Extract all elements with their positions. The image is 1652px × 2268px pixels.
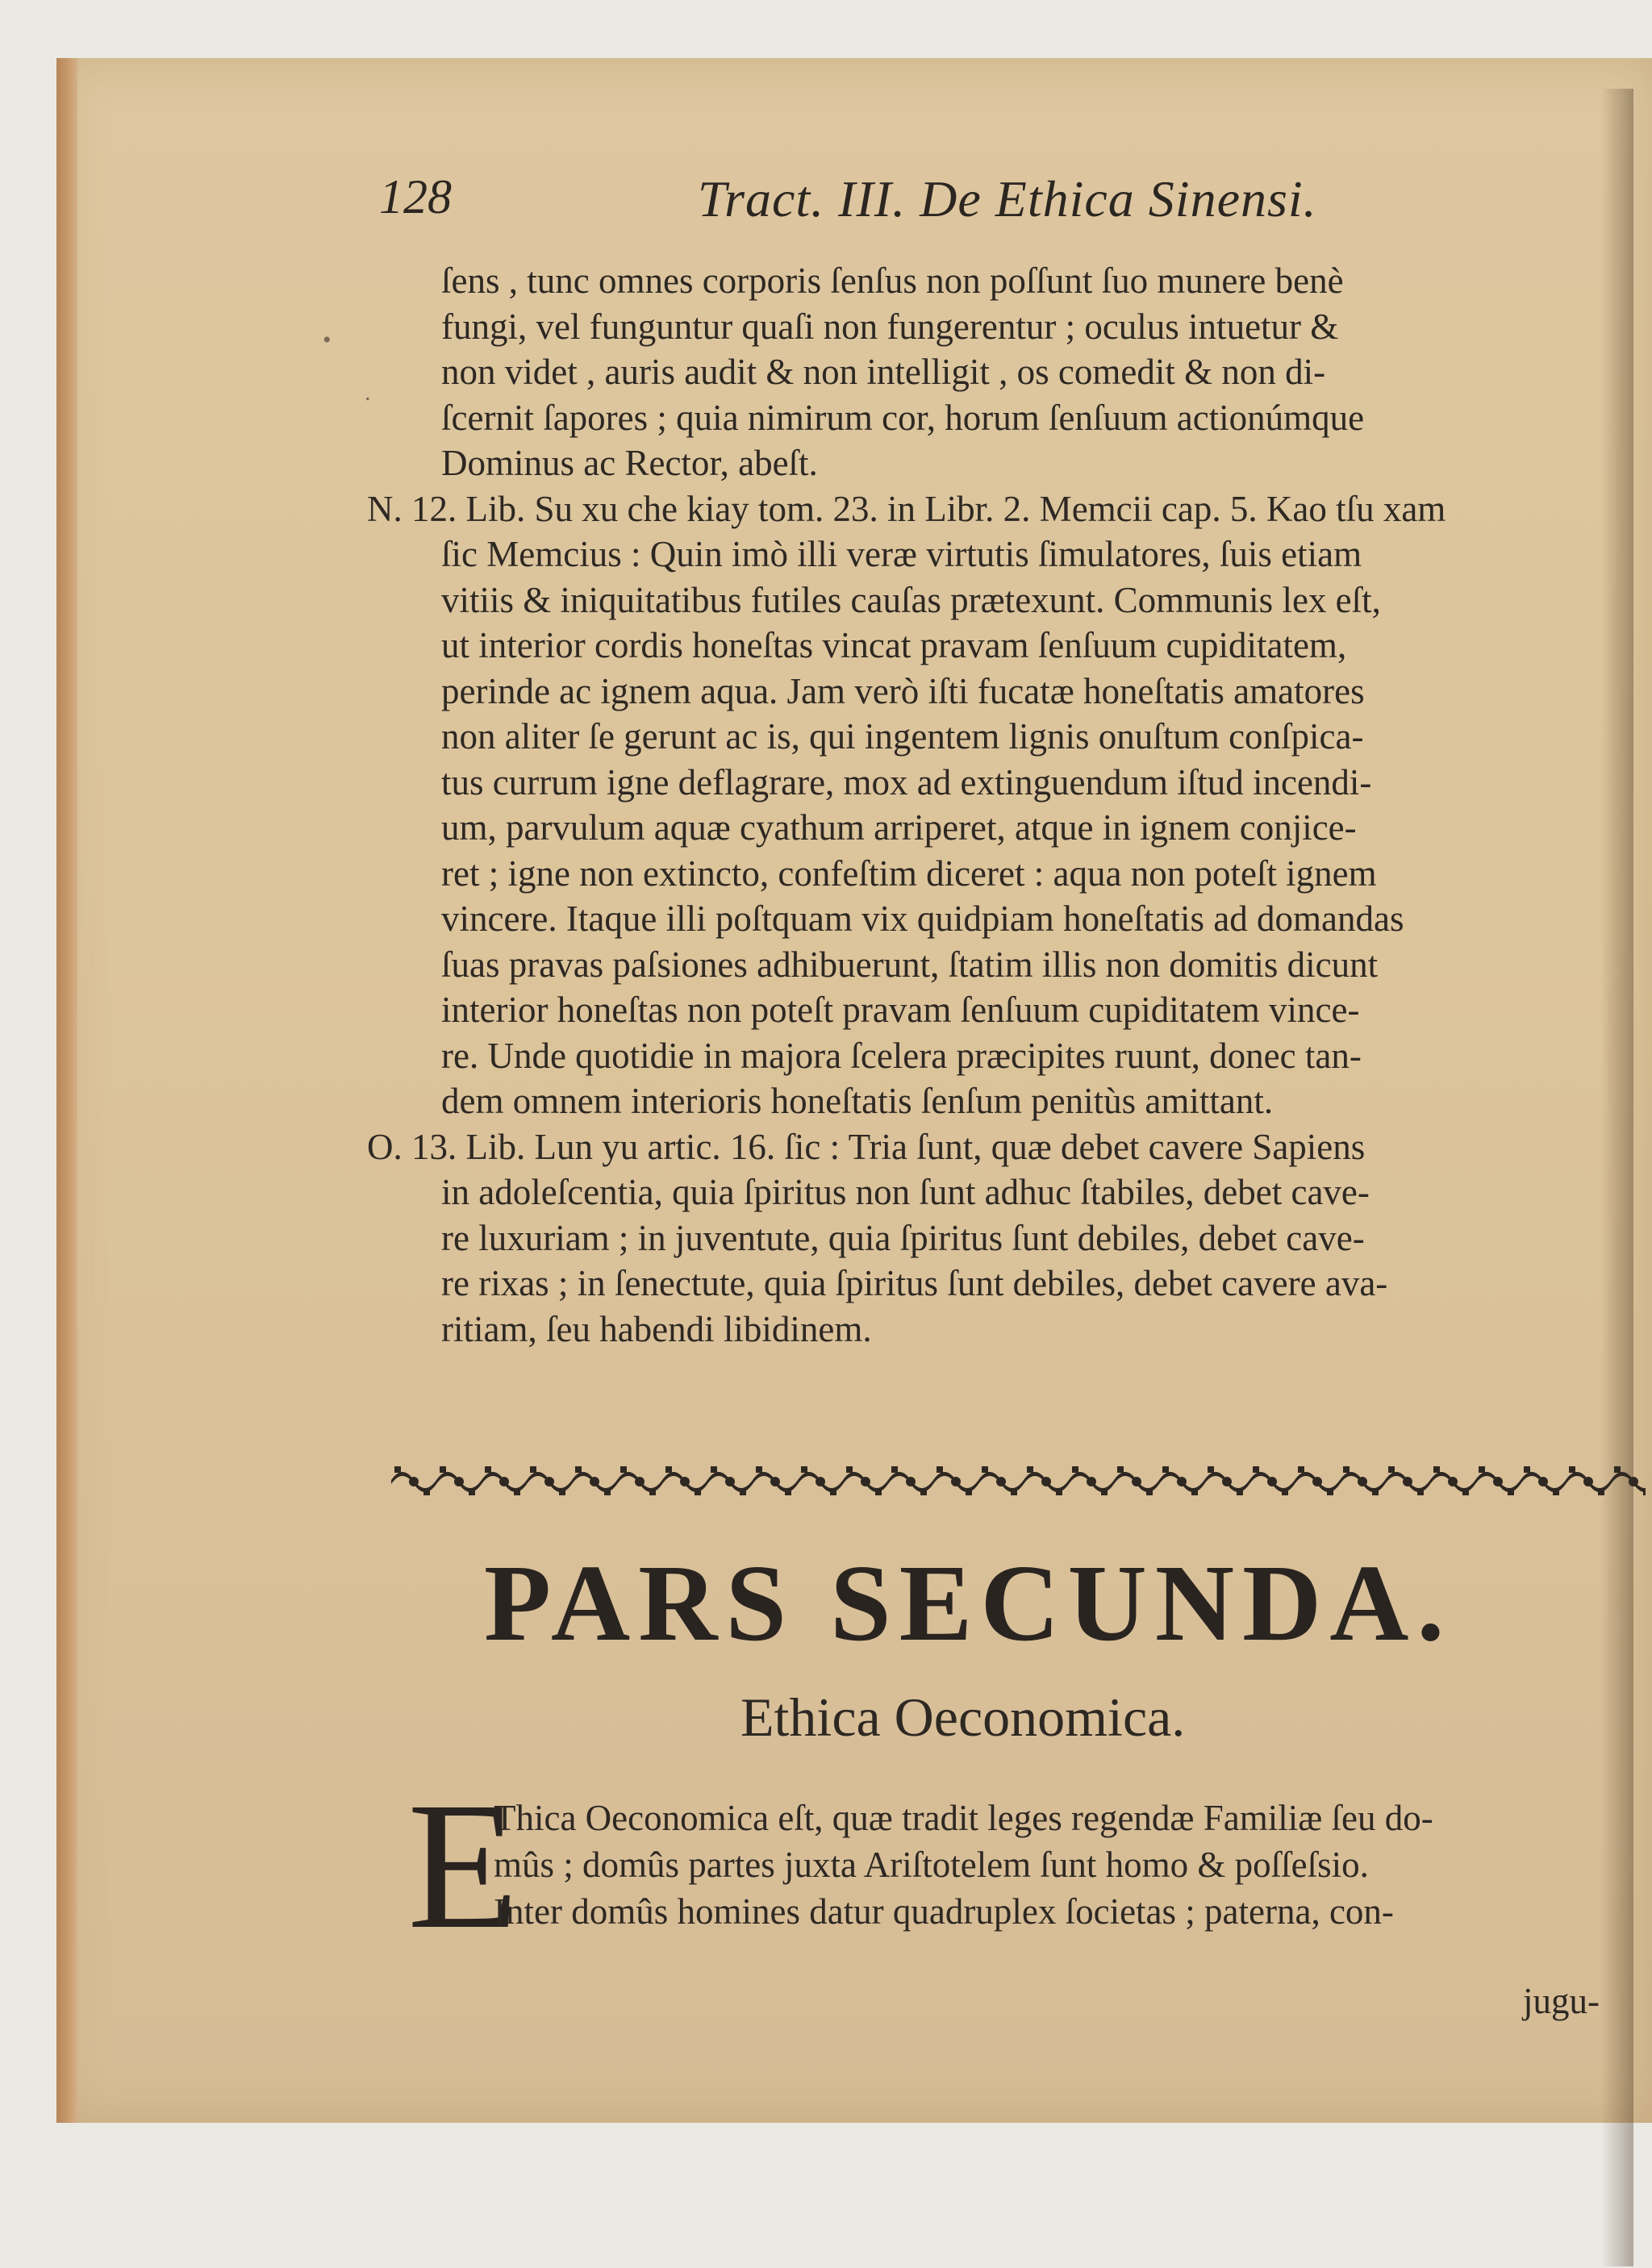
- section-subtitle: Ethica Oeconomica.: [740, 1686, 1186, 1748]
- text-line: ſens , tunc omnes corporis ſenſus non poſſunt ſuo munere benè: [441, 261, 1344, 301]
- text-line: ſuas pravas paſsiones adhibuerunt, ſtatim illis non domitis dicunt: [441, 944, 1379, 985]
- text-line: re. Unde quotidie in majora ſcelera præcipites ruunt, donec tan-: [441, 1035, 1362, 1076]
- text-line: N. 12. Lib. Su xu che kiay tom. 23. in Libr. 2. Memcii cap. 5. Kao tſu xam: [367, 488, 1446, 529]
- text-line: ret ; igne non extincto, confeſtim diceret : aqua non poteſt ignem: [441, 853, 1377, 894]
- text-line: Inter domûs homines datur quadruplex ſocietas ; paterna, con-: [494, 1891, 1394, 1932]
- text-line: perinde ac ignem aqua. Jam verò iſti fucatæ honeſtatis amatores: [441, 670, 1365, 711]
- text-line: dem omnem interioris honeſtatis ſenſum penitùs amittant.: [441, 1081, 1274, 1121]
- page-edge: [56, 58, 77, 2123]
- text-line: tus currum igne deflagrare, mox ad extinguendum iſtud incendi-: [441, 761, 1372, 803]
- text-line: Dominus ac Rector, abeſt.: [441, 443, 818, 483]
- drop-cap: E: [407, 1765, 519, 1966]
- section-title: PARS SECUNDA.: [484, 1543, 1453, 1664]
- paragraph-ethica-oeconomica: [494, 1795, 1639, 1935]
- text-line: mûs ; domûs partes juxta Ariſtotelem ſunt homo & poſſeſsio.: [494, 1845, 1369, 1885]
- text-line: non aliter ſe gerunt ac is, qui ingentem lignis onuſtum conſpica-: [441, 716, 1364, 757]
- text-line: re luxuriam ; in juventute, quia ſpiritus ſunt debiles, debet cave-: [441, 1217, 1365, 1258]
- text-line: Thica Oeconomica eſt, quæ tradit leges regendæ Familiæ ſeu do-: [494, 1798, 1433, 1838]
- body-text: [367, 258, 1609, 1352]
- text-line: in adoleſcentia, quia ſpiritus non ſunt adhuc ſtabiles, debet cave-: [441, 1172, 1370, 1212]
- text-line: vincere. Itaque illi poſtquam vix quidpiam honeſtatis ad domandas: [441, 898, 1404, 939]
- catchword: jugu-: [1523, 1981, 1600, 2021]
- text-line: re rixas ; in ſenectute, quia ſpiritus ſunt debiles, debet cavere ava-: [441, 1263, 1388, 1303]
- text-line: ritiam, ſeu habendi libidinem.: [441, 1308, 872, 1349]
- text-line: interior honeſtas non poteſt pravam ſenſuum cupiditatem vince-: [441, 990, 1360, 1030]
- running-header: [379, 169, 1589, 234]
- text-line: non videt , auris audit & non intelligit , os comedit & non di-: [441, 352, 1326, 392]
- ornament-divider: [391, 1460, 1646, 1500]
- text-line: fungi, vel funguntur quaſi non fungerentur ; oculus intuetur &: [441, 306, 1339, 347]
- page-number: 128: [379, 170, 452, 223]
- running-title: Tract. III. De Ethica Sinensi.: [698, 170, 1317, 227]
- margin-mark: .: [365, 379, 371, 406]
- text-line: ſic Memcius : Quin imò illi veræ virtutis ſimulatores, ſuis etiam: [441, 534, 1362, 574]
- margin-mark: •: [323, 327, 332, 353]
- text-line: ut interior cordis honeſtas vincat pravam ſenſuum cupiditatem,: [441, 625, 1347, 665]
- text-line: O. 13. Lib. Lun yu artic. 16. ſic : Tria ſunt, quæ debet cavere Sapiens: [367, 1126, 1366, 1167]
- text-line: ſcernit ſapores ; quia nimirum cor, horum ſenſuum actionúmque: [441, 397, 1365, 438]
- text-line: um, parvulum aquæ cyathum arriperet, atque in ignem conjice-: [441, 807, 1357, 848]
- text-line: vitiis & iniquitatibus futiles cauſas prætexunt. Communis lex eſt,: [441, 579, 1381, 620]
